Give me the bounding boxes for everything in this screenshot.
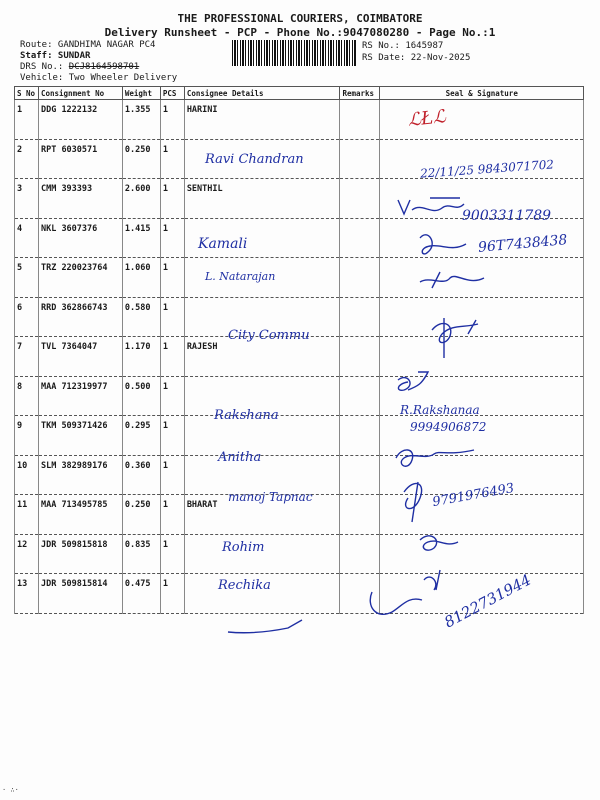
- signature-cell: [380, 100, 584, 140]
- pcs-cell: 1: [160, 297, 184, 337]
- remarks-cell: [340, 258, 380, 298]
- consignment-cell: JDR 509815818: [38, 534, 122, 574]
- pcs-cell: 1: [160, 179, 184, 219]
- weight-cell: 2.600: [122, 179, 160, 219]
- consignee-cell: [184, 258, 340, 298]
- runsheet-title: Delivery Runsheet - PCP - Phone No.:9047080280 - Page No.:1: [104, 26, 496, 39]
- pcs-cell: 1: [160, 416, 184, 456]
- weight-cell: 0.250: [122, 495, 160, 535]
- signature-cell: [380, 416, 584, 456]
- signature-cell: [380, 179, 584, 219]
- row12-handwritten-phone: 8122731944: [441, 570, 535, 632]
- col-header-sno: S No: [15, 87, 39, 100]
- consignee-cell: [184, 218, 340, 258]
- sno-cell: 4: [15, 218, 39, 258]
- signature-cell: [380, 337, 584, 377]
- consignee-cell: [184, 139, 340, 179]
- col-header-remarks: Remarks: [340, 87, 380, 100]
- table-row: [15, 455, 584, 495]
- remarks-cell: [340, 297, 380, 337]
- pcs-cell: 1: [160, 218, 184, 258]
- table-row: [15, 297, 584, 337]
- table-row: [15, 574, 584, 614]
- consignment-cell: NKL 3607376: [38, 218, 122, 258]
- pcs-cell: 1: [160, 258, 184, 298]
- consignment-cell: MAA 712319977: [38, 376, 122, 416]
- consignee-cell: HARINI: [184, 100, 340, 140]
- row8-handwritten-signature: R.Rakshanaa: [400, 403, 480, 417]
- signature-cell: [380, 218, 584, 258]
- signature-cell: [380, 258, 584, 298]
- remarks-cell: [340, 218, 380, 258]
- pcs-cell: 1: [160, 100, 184, 140]
- consignment-cell: TKM 509371426: [38, 416, 122, 456]
- row5-handwritten-name: L. Natarajan: [205, 270, 276, 283]
- col-header-consignee: Consignee Details: [184, 87, 340, 100]
- row2-handwritten-signature: 22/11/25 9843071702: [419, 157, 555, 181]
- rs-number: RS No.: 1645987: [362, 41, 444, 51]
- staff-label: Staff: SUNDAR: [20, 51, 91, 61]
- table-row: [15, 218, 584, 258]
- row4-handwritten-name: Kamali: [198, 236, 248, 252]
- sno-cell: 1: [15, 100, 39, 140]
- sno-cell: 8: [15, 376, 39, 416]
- consignee-cell: [184, 455, 340, 495]
- sno-cell: 6: [15, 297, 39, 337]
- row6-handwritten-name: City Commu: [228, 328, 310, 343]
- table-row: [15, 534, 584, 574]
- signature-cell: [380, 139, 584, 179]
- table-row: [15, 179, 584, 219]
- pcs-cell: 1: [160, 495, 184, 535]
- runsheet-barcode: [232, 40, 356, 66]
- row11-handwritten-name: Rohim: [222, 540, 265, 555]
- sno-cell: 12: [15, 534, 39, 574]
- vehicle-label: Vehicle: Two Wheeler Delivery: [20, 73, 178, 83]
- consignee-cell: [184, 297, 340, 337]
- remarks-cell: [340, 416, 380, 456]
- route-label: Route: GANDHIMA NAGAR PC4: [20, 40, 156, 50]
- row10-handwritten-phone: 9791976493: [431, 480, 516, 511]
- row10-handwritten-name: manoj Tapnac: [228, 490, 313, 504]
- drs-number: [20, 62, 139, 73]
- pcs-cell: 1: [160, 534, 184, 574]
- weight-cell: 1.060: [122, 258, 160, 298]
- weight-cell: 0.580: [122, 297, 160, 337]
- sno-cell: 13: [15, 574, 39, 614]
- sno-cell: 2: [15, 139, 39, 179]
- remarks-cell: [340, 337, 380, 377]
- remarks-cell: [340, 179, 380, 219]
- sno-cell: 11: [15, 495, 39, 535]
- consignee-cell: [184, 416, 340, 456]
- consignee-cell: [184, 574, 340, 614]
- table-row: [15, 495, 584, 535]
- consignment-cell: SLM 382989176: [38, 455, 122, 495]
- signature-cell: [380, 534, 584, 574]
- corner-scan-mark: · ∴·: [2, 786, 19, 794]
- consignment-cell: TRZ 220023764: [38, 258, 122, 298]
- signature-cell: [380, 455, 584, 495]
- weight-cell: 0.475: [122, 574, 160, 614]
- remarks-cell: [340, 534, 380, 574]
- weight-cell: 1.170: [122, 337, 160, 377]
- table-row: [15, 258, 584, 298]
- remarks-cell: [340, 495, 380, 535]
- table-row: [15, 376, 584, 416]
- consignment-cell: RPT 6030571: [38, 139, 122, 179]
- consignment-cell: RRD 362866743: [38, 297, 122, 337]
- table-header-row: [15, 87, 584, 100]
- row8-handwritten-phone: 9994906872: [410, 420, 487, 434]
- weight-cell: 1.355: [122, 100, 160, 140]
- weight-cell: 0.295: [122, 416, 160, 456]
- col-header-pcs: PCS: [160, 87, 184, 100]
- pcs-cell: 1: [160, 574, 184, 614]
- sno-cell: 7: [15, 337, 39, 377]
- consignee-cell: BHARAT: [184, 495, 340, 535]
- remarks-cell: [340, 100, 380, 140]
- table-row: [15, 139, 584, 179]
- consignment-cell: TVL 7364047: [38, 337, 122, 377]
- consignee-cell: [184, 534, 340, 574]
- sno-cell: 5: [15, 258, 39, 298]
- row12-handwritten-name: Rechika: [218, 578, 271, 593]
- consignment-cell: MAA 713495785: [38, 495, 122, 535]
- sno-cell: 10: [15, 455, 39, 495]
- weight-cell: 0.835: [122, 534, 160, 574]
- weight-cell: 0.500: [122, 376, 160, 416]
- sno-cell: 3: [15, 179, 39, 219]
- weight-cell: 1.415: [122, 218, 160, 258]
- pcs-cell: 1: [160, 337, 184, 377]
- row9-handwritten-name: Anitha: [218, 450, 262, 465]
- consignment-cell: JDR 509815814: [38, 574, 122, 614]
- table-row: [15, 100, 584, 140]
- company-title: THE PROFESSIONAL COURIERS, COIMBATORE: [177, 12, 423, 25]
- row13-signature: [228, 620, 302, 633]
- pcs-cell: 1: [160, 139, 184, 179]
- runsheet-table: [14, 86, 584, 614]
- consignee-cell: RAJESH: [184, 337, 340, 377]
- table-row: [15, 337, 584, 377]
- drs-value: DCJ8164598701: [68, 62, 140, 72]
- consignment-cell: CMM 393393: [38, 179, 122, 219]
- signature-cell: [380, 574, 584, 614]
- weight-cell: 0.250: [122, 139, 160, 179]
- signature-cell: [380, 495, 584, 535]
- remarks-cell: [340, 574, 380, 614]
- signature-cell: [380, 297, 584, 337]
- row8-handwritten-name: Rakshana: [214, 408, 279, 423]
- col-header-weight: Weight: [122, 87, 160, 100]
- sno-cell: 9: [15, 416, 39, 456]
- col-header-signature: Seal & Signature: [380, 87, 584, 100]
- col-header-consignment: Consignment No: [38, 87, 122, 100]
- table-row: [15, 416, 584, 456]
- weight-cell: 0.360: [122, 455, 160, 495]
- pcs-cell: 1: [160, 376, 184, 416]
- signature-cell: [380, 376, 584, 416]
- row4-handwritten-phone: 96T7438438: [477, 232, 569, 256]
- row2-handwritten-name: Ravi Chandran: [205, 152, 304, 167]
- remarks-cell: [340, 376, 380, 416]
- remarks-cell: [340, 455, 380, 495]
- consignee-cell: SENTHIL: [184, 179, 340, 219]
- remarks-cell: [340, 139, 380, 179]
- rs-date: RS Date: 22-Nov-2025: [362, 53, 471, 63]
- drs-label: DRS No.:: [20, 62, 64, 72]
- row1-signature-scribble: ℒŁℒ: [407, 106, 447, 131]
- row3-handwritten-phone: 9003311789: [462, 208, 552, 224]
- consignee-cell: [184, 376, 340, 416]
- pcs-cell: 1: [160, 455, 184, 495]
- consignment-cell: DDG 1222132: [38, 100, 122, 140]
